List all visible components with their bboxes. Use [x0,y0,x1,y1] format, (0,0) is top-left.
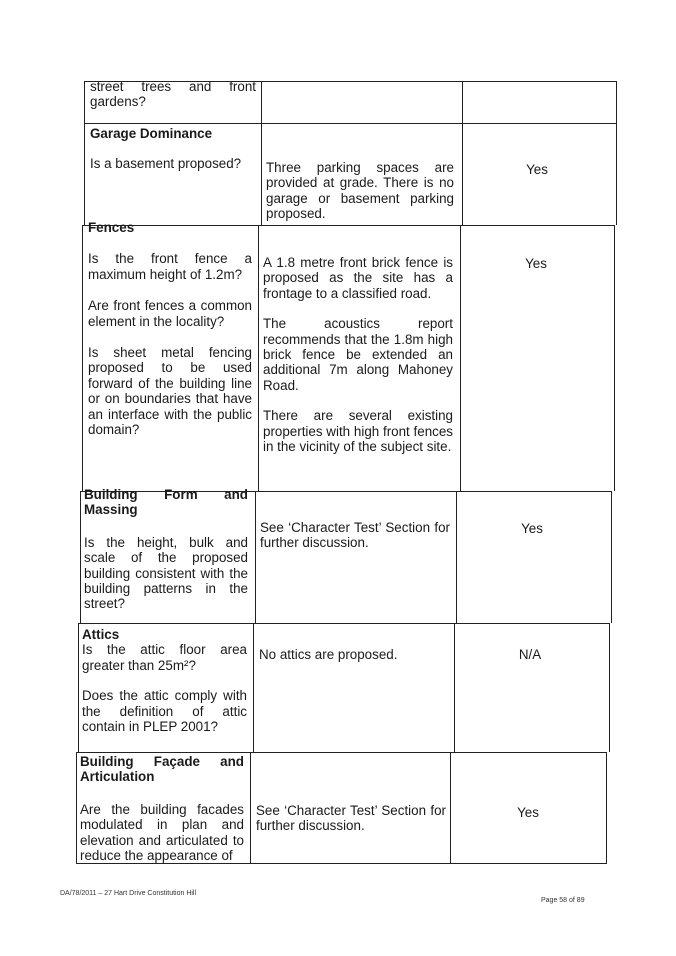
table-divider-1 [261,81,262,225]
compliance-cell [462,162,612,177]
table-border-left [82,225,83,491]
compliance-value: Yes [521,521,543,536]
question-cell [88,220,252,437]
compliance-cell [454,647,606,662]
question-cell [90,126,256,172]
table-border-right [609,623,610,752]
answer-cell [266,160,454,222]
section-heading: Garage Dominance [90,126,213,141]
table-border-right [606,752,607,863]
answer-cell [256,803,446,834]
question-text: Are front fences a common element in the locality? [88,298,252,329]
table-divider-2 [462,81,463,225]
table-border-right [614,225,615,491]
table-divider-1 [250,752,251,863]
footer-page-number: Page 58 of 89 [541,897,585,904]
section-heading: Fences [88,220,135,235]
compliance-value: Yes [517,805,539,820]
table-border-right [616,81,617,225]
table-border-left [76,752,77,863]
answer-text: See ‘Character Test’ Section for further discussion. [256,803,446,834]
section-heading: Building Form and Massing [84,487,248,518]
answer-text: See ‘Character Test’ Section for further discussion. [260,520,450,551]
answer-text: A 1.8 metre front brick fence is proposed as the site has a frontage to a classified road. [263,255,453,301]
question-text: Is the attic floor area greater than 25m²? [82,642,247,673]
table-divider-2 [456,491,457,623]
question-cell [90,79,256,110]
answer-text: Three parking spaces are provided at grade. There is no garage or basement parking proposed. [266,160,454,222]
table-row-separator [78,623,610,624]
question-cell [84,487,248,612]
table-row-separator [76,752,607,753]
table-border-left [78,623,79,752]
table-border-left [84,81,85,225]
answer-text: The acoustics report recommends that the 1.8m high brick fence be extended an additional 7m along Mahoney Road. [263,316,453,393]
compliance-value: Yes [526,162,548,177]
table-divider-1 [255,491,256,623]
table-divider-1 [253,623,254,752]
table-divider-1 [258,225,259,491]
table-border-right [611,491,612,623]
question-text: Is the front fence a maximum height of 1.2m? [88,251,252,282]
answer-cell [259,647,449,662]
section-heading: Attics [82,627,120,642]
compliance-cell [460,256,612,271]
question-cell [82,627,247,734]
table-divider-2 [454,623,455,752]
compliance-value: Yes [525,256,547,271]
answer-cell [260,520,450,551]
compliance-cell [450,805,606,820]
question-cell [80,754,244,863]
section-heading: Building Façade and Articulation [80,754,244,785]
question-text: Are the building facades modulated in plan and elevation and articulated to reduce the appearance of [80,801,244,864]
answer-text: No attics are proposed. [259,647,398,662]
answer-cell [263,255,453,454]
table-border-left [80,491,81,623]
question-text: Does the attic comply with the definition of attic contain in PLEP 2001? [82,688,247,735]
footer-reference: DA/78/2011 – 27 Hart Drive Constitution Hill [60,890,197,897]
compliance-value: N/A [518,647,542,662]
compliance-cell [456,521,608,536]
question-text: Is sheet metal fencing proposed to be used forward of the building line or on boundaries that have an interface with the public domain? [88,345,252,438]
table-row-separator [84,123,617,124]
question-text: Is the height, bulk and scale of the proposed building consistent with the building patterns in the street? [84,534,248,612]
question-text: street trees and front gardens? [90,79,256,110]
question-text: Is a basement proposed? [90,156,242,172]
answer-text: There are several existing properties with high front fences in the vicinity of the subject site. [263,408,453,455]
